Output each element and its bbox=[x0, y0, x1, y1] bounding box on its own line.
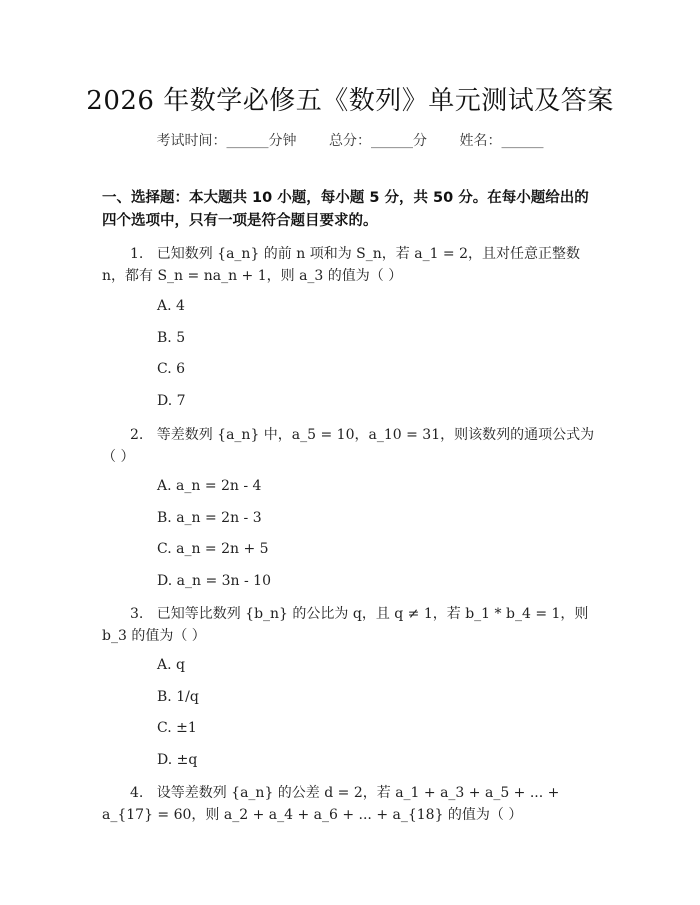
question-1-option-c: C. 6 bbox=[157, 361, 186, 377]
question-3-option-c: C. ±1 bbox=[157, 720, 197, 736]
total-score-field: 总分：______分 bbox=[329, 133, 427, 149]
question-2 bbox=[102, 424, 602, 468]
question-number: 2. bbox=[130, 427, 144, 443]
question-number: 1. bbox=[130, 246, 144, 262]
question-text: 设等差数列 {a_n} 的公差 d = 2，若 a_1 + a_3 + a_5 + ... + a_{17} = 60，则 a_2 + a_4 + a_6 + ... + a_{18} 的值为（ ） bbox=[102, 785, 560, 823]
exam-time-field: 考试时间：______分钟 bbox=[156, 133, 297, 149]
question-3-option-d: D. ±q bbox=[157, 752, 198, 768]
question-2-option-b: B. a_n = 2n - 3 bbox=[157, 510, 262, 526]
question-1-option-b: B. 5 bbox=[157, 330, 186, 346]
question-1-option-d: D. 7 bbox=[157, 393, 186, 409]
question-3-option-a: A. q bbox=[157, 657, 185, 673]
question-1 bbox=[102, 243, 602, 287]
question-3-option-b: B. 1/q bbox=[157, 689, 199, 705]
question-number: 4. bbox=[130, 785, 144, 801]
question-text: 已知数列 {a_n} 的前 n 项和为 S_n，若 a_1 = 2，且对任意正整数 n，都有 S_n = na_n + 1，则 a_3 的值为（ ） bbox=[102, 246, 581, 284]
question-1-option-a: A. 4 bbox=[157, 298, 185, 314]
question-2-option-a: A. a_n = 2n - 4 bbox=[157, 478, 262, 494]
question-number: 3. bbox=[130, 606, 144, 622]
exam-info bbox=[0, 130, 700, 150]
question-text: 等差数列 {a_n} 中，a_5 = 10，a_10 = 31，则该数列的通项公式为（ ） bbox=[102, 427, 595, 465]
question-2-option-c: C. a_n = 2n + 5 bbox=[157, 541, 269, 557]
question-4 bbox=[102, 782, 602, 826]
page-title: 2026 年数学必修五《数列》单元测试及答案 bbox=[86, 86, 614, 116]
student-name-field: 姓名：______ bbox=[459, 133, 544, 149]
question-2-option-d: D. a_n = 3n - 10 bbox=[157, 573, 271, 589]
question-text: 已知等比数列 {b_n} 的公比为 q，且 q ≠ 1，若 b_1 * b_4 = 1，则 b_3 的值为（ ） bbox=[102, 606, 589, 644]
question-3 bbox=[102, 603, 602, 647]
section-header: 一、选择题：本大题共 10 小题，每小题 5 分，共 50 分。在每小题给出的四个选项中，只有一项是符合题目要求的。 bbox=[102, 190, 589, 229]
